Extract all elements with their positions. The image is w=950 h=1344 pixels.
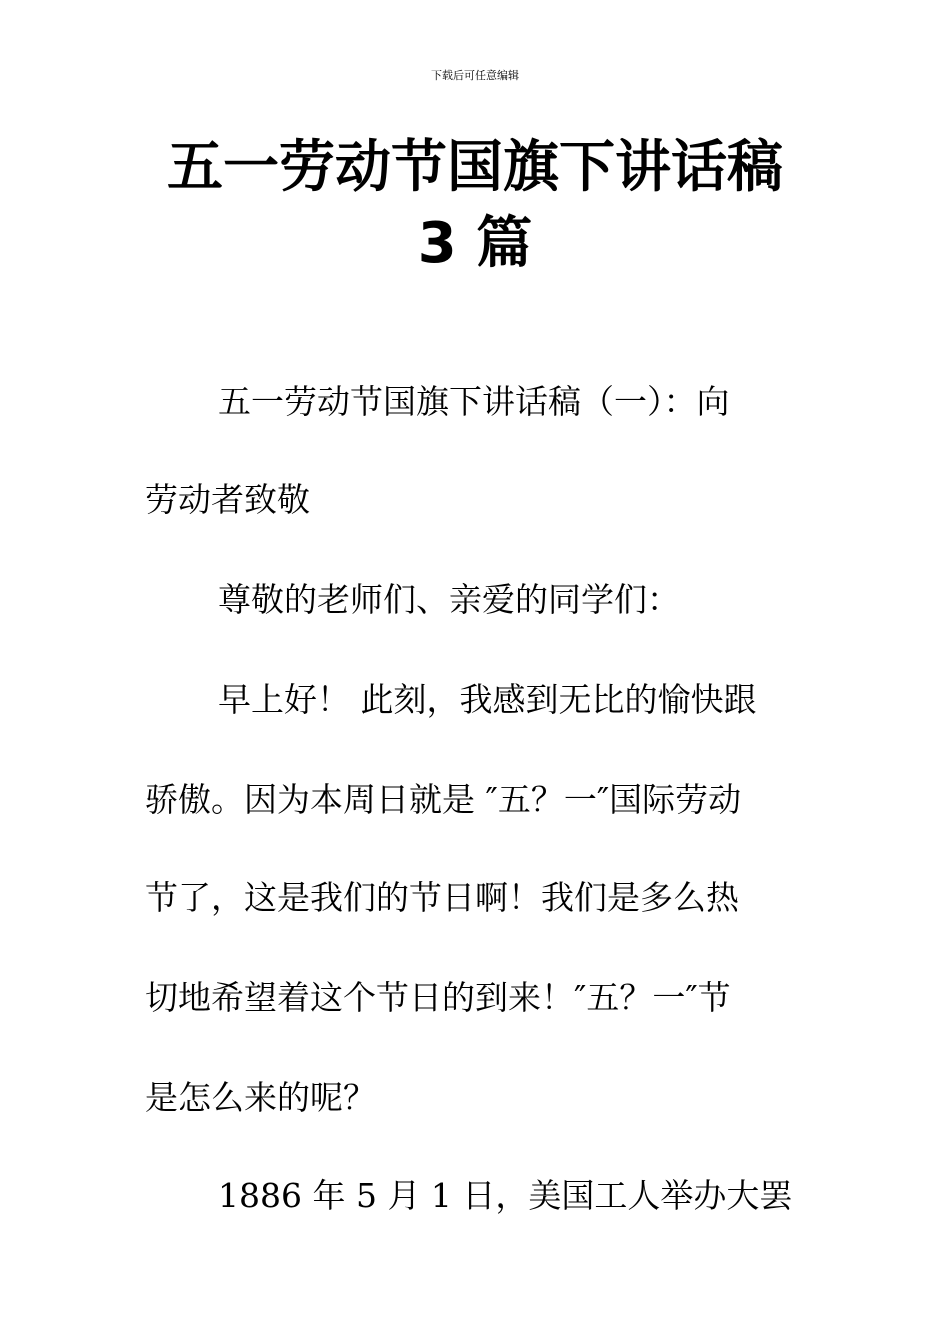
section-heading-line-1: 五一劳动节国旗下讲话稿（一）：向 [218,382,730,421]
section-heading-line-2: 劳动者致敬 [145,480,310,519]
paragraph-line: 1886 年 5 月 1 日，美国工人举办大罢 [218,1176,793,1215]
paragraph-line: 切地希望着这个节日的到来！″五？一″节 [145,978,731,1017]
title-line-2: 3 篇 [417,211,533,276]
paragraph-line: 早上好！ 此刻，我感到无比的愉快跟 [218,680,757,719]
header-note: 下载后可任意编辑 [431,69,519,82]
paragraph-line: 骄傲。因为本周日就是 ″五？一″国际劳动 [145,780,742,819]
paragraph-line: 节了，这是我们的节日啊！我们是多么热 [145,878,739,917]
title-line-1: 五一劳动节国旗下讲话稿 [167,135,783,200]
paragraph-line: 是怎么来的呢？ [145,1078,376,1117]
document-title [120,130,830,282]
salutation: 尊敬的老师们、亲爱的同学们： [218,580,680,619]
